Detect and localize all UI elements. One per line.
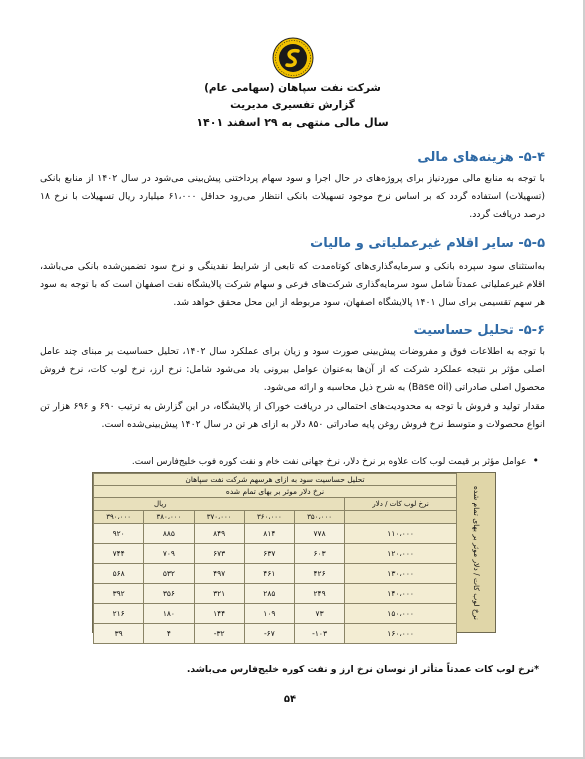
table-cell: ۲۸۵ xyxy=(244,584,294,604)
table-cell: ۵۳۲ xyxy=(144,564,194,584)
table-cell: ۶۷- xyxy=(244,624,294,644)
section-title-non-operating: ۵-۵- سایر اقلام غیرعملیاتی و مالیات xyxy=(310,236,545,251)
bullet-dot-icon: • xyxy=(532,454,539,467)
table-column-header: ۳۸۰،۰۰۰ xyxy=(144,511,194,524)
table-cell: ۸۱۴ xyxy=(244,524,294,544)
page-number: ۵۴ xyxy=(283,694,297,705)
table-cell: ۲۴۹ xyxy=(294,584,344,604)
table-cell: ۱۰۳- xyxy=(294,624,344,644)
row-rate: ۱۲۰،۰۰۰ xyxy=(345,544,457,564)
table-title: تحلیل حساسیت سود به ازای هرسهم شرکت نفت سپاهان xyxy=(94,474,457,486)
table-cell: ۸۸۵ xyxy=(144,524,194,544)
row-rate: ۱۳۰،۰۰۰ xyxy=(345,564,457,584)
table-cell: ۳۹۲ xyxy=(94,584,144,604)
table-corner-blank xyxy=(345,511,457,524)
table-cell: ۴۲۶ xyxy=(294,564,344,584)
sensitivity-table xyxy=(92,472,496,638)
section-text-sensitivity-2: مقدار تولید و فروش با توجه به محدودیت‌های احتمالی در دریافت خوراک از پالایشگاه، در این گزارش به ترتیب ۶۹۰ و ۶۹۶ هزار تن انواع محصولات و متوسط نرخ فروش روغن پایه صادراتی ۸۵۰ دلار به ازای هر تن در سال ۱۴۰۲ پیش‌بینی‌شده است. xyxy=(40,401,545,431)
table-cell: ۱۸۰ xyxy=(144,604,194,624)
row-rate: ۱۱۰،۰۰۰ xyxy=(345,524,457,544)
table-row xyxy=(94,624,457,644)
row-rate: ۱۶۰،۰۰۰ xyxy=(345,624,457,644)
table-cell: ۶۷۳ xyxy=(194,544,244,564)
table-cell: ۲۱۶ xyxy=(94,604,144,624)
table-cell: ۴۶۱ xyxy=(244,564,294,584)
table-subtitle: نرخ دلار موثر بر بهای تمام شده xyxy=(94,486,457,498)
table-column-header: ۳۷۰،۰۰۰ xyxy=(194,511,244,524)
table-cell: ۶۳۷ xyxy=(244,544,294,564)
table-cell: ۳۹ xyxy=(94,624,144,644)
table-row xyxy=(94,584,457,604)
bullet-text: عوامل مؤثر بر قیمت لوب کات علاوه بر نرخ دلار، نرخ جهانی نفت خام و نفت کوره فوب خلیج‌فارس است. xyxy=(131,457,527,467)
company-name: شرکت نفت سپاهان (سهامی عام) xyxy=(204,82,381,94)
table-column-header: ۳۵۰،۰۰۰ xyxy=(294,511,344,524)
section-title-sensitivity: ۵-۶- تحلیل حساسیت xyxy=(413,323,545,338)
bullet-item xyxy=(132,454,539,467)
row-rate: ۱۴۰،۰۰۰ xyxy=(345,584,457,604)
section-text-sensitivity-1: با توجه به اطلاعات فوق و مفروضات پیش‌بینی صورت سود و زیان برای عملکرد سال ۱۴۰۲، تحلیل حساسیت بر مبنای چند عامل اصلی مؤثر بر نتیجه عملکرد شرکت که از آن‌ها به‌عنوان عوامل بیرونی یاد می‌شود شامل: نرخ ارز، نرخ لوب کات، نرخ فروش محصول اصلی صادراتی (Base oil) به شرح ذیل محاسبه و ارائه می‌شود. xyxy=(40,346,545,394)
table-cell: ۷۰۹ xyxy=(144,544,194,564)
section-title-financial-costs: ۵-۴- هزینه‌های مالی xyxy=(417,150,545,165)
table-cell: ۳۲- xyxy=(194,624,244,644)
row-rate: ۱۵۰،۰۰۰ xyxy=(345,604,457,624)
table-cell: ۷۴۴ xyxy=(94,544,144,564)
table-unit: ریال xyxy=(94,498,345,511)
table-cell: ۱۰۹ xyxy=(244,604,294,624)
table-row xyxy=(94,604,457,624)
company-logo xyxy=(272,37,314,79)
table-column-header: ۳۶۰،۰۰۰ xyxy=(244,511,294,524)
section-text-financial-costs: با توجه به منابع مالی موردنیاز برای پروژه‌های در حال اجرا و سود سهام پرداختنی پیش‌بینی می‌شود در سال ۱۴۰۲ از منابع بانکی (تسهیلات) استفاده گردد که بر اساس نرخ موجود تسهیلات بانکی انتظار می‌رود حداقل ۶۱،۰۰۰ میلیارد ریال تسهیلات با نرخ ۱۸ درصد دریافت گردد. xyxy=(40,173,545,221)
table-cell: ۶۰۳ xyxy=(294,544,344,564)
table-side-header xyxy=(456,473,495,632)
table-cell: ۷۳ xyxy=(294,604,344,624)
table-cell: ۳۵۶ xyxy=(144,584,194,604)
table-cell: ۱۴۴ xyxy=(194,604,244,624)
table-column-header: ۳۹۰،۰۰۰ xyxy=(94,511,144,524)
report-title: گزارش تفسیری مدیریت xyxy=(230,99,355,111)
footnote: *نرخ لوب کات عمدتاً متأثر از نوسان نرخ ارز و نفت کوره خلیج‌فارس می‌باشد. xyxy=(186,664,539,675)
table-cell: ۵۶۸ xyxy=(94,564,144,584)
report-period: سال مالی منتهی به ۲۹ اسفند ۱۴۰۱ xyxy=(196,116,389,129)
table-cell: ۹۲۰ xyxy=(94,524,144,544)
table-cell: ۳۲۱ xyxy=(194,584,244,604)
table-side-label: نرخ لوب کات / دلار موثر بر بهای تمام شده xyxy=(472,485,481,620)
sensitivity-grid xyxy=(93,473,457,644)
table-row xyxy=(94,524,457,544)
table-cell: ۸۴۹ xyxy=(194,524,244,544)
table-corner-label: نرخ لوب کات / دلار xyxy=(345,498,457,511)
table-cell: ۴۹۷ xyxy=(194,564,244,584)
table-row xyxy=(94,544,457,564)
table-cell: ۴ xyxy=(144,624,194,644)
table-row xyxy=(94,564,457,584)
table-cell: ۷۷۸ xyxy=(294,524,344,544)
section-text-non-operating: به‌استثنای سود سپرده بانکی و سرمایه‌گذاری‌های کوتاه‌مدت که تابعی از شرایط نقدینگی و نرخ سود تضمین‌شده بانکی می‌باشد، اقلام غیرعملیاتی عمدتاً شامل سود سرمایه‌گذاری شرکت‌های فرعی و سهام شرکت پالایشگاه نفت اصفهان است که با توجه به سود هر سهم تقسیمی برای سال ۱۴۰۱ پالایشگاه اصفهان، سود مربوطه از این محل محقق خواهد شد. xyxy=(40,261,545,309)
